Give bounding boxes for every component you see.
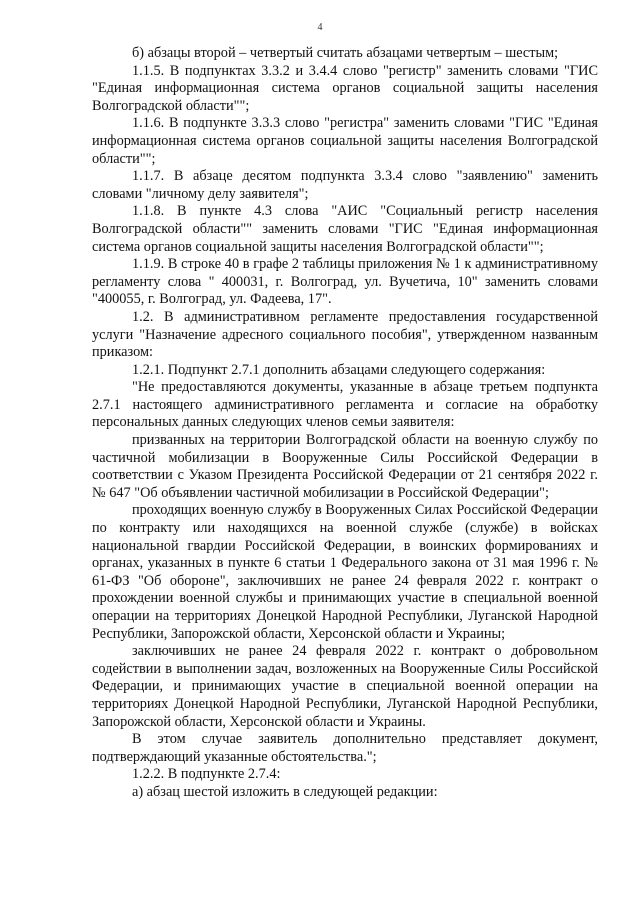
paragraph-mobilized: призванных на территории Волгоградской области на военную службу по частичной мобилизации в Вооруженные Силы Российской Федерации в соответствии с Указом Президента Российской Федерации от 21 сентября 2022 г. № 647 "Об объявлении частичной мобилизации в Российской Федерации"; (92, 432, 598, 501)
paragraph-1-1-7: 1.1.7. В абзаце десятом подпункта 3.3.4 слово "заявлению" заменить словами "личному делу заявителя"; (92, 168, 598, 202)
paragraph-1-1-8: 1.1.8. В пункте 4.3 слова "АИС "Социальный регистр населения Волгоградской области"" заменить словами "ГИС "Единая информационная система органов социальной защиты населения Волгоградской области""; (92, 203, 598, 255)
paragraph-applicant-document: В этом случае заявитель дополнительно представляет документ, подтверждающий указанные обстоятельства."; (92, 731, 598, 765)
paragraph-quote-intro: "Не предоставляются документы, указанные в абзаце третьем подпункта 2.7.1 настоящего административного регламента и согласие на обработку персональных данных следующих членов семьи заявителя: (92, 379, 598, 431)
page-number: 4 (317, 22, 323, 33)
paragraph-contract-service: проходящих военную службу в Вооруженных Силах Российской Федерации по контракту или находящихся на военной службе (службе) в войсках национальной гвардии Российской Федерации, в воинских формированиях и органах, указанных в пункте 6 статьи 1 Федерального закона от 31 мая 1996 г. № 61-ФЗ "Об обороне", заключивших не ранее 24 февраля 2022 г. контракт о прохождении военной службы и принимающих участие в специальной военной операции на территориях Донецкой Народной Республики, Луганской Народной Республики, Запорожской области, Херсонской области и Украины; (92, 502, 598, 642)
paragraph-1-1-9: 1.1.9. В строке 40 в графе 2 таблицы приложения № 1 к административному регламенту слова " 400031, г. Волгоград, ул. Вучетича, 10" заменить словами "400055, г. Волгоград, ул. Фадеева, 17". (92, 256, 598, 308)
paragraph-a-sixth: а) абзац шестой изложить в следующей редакции: (132, 783, 438, 800)
paragraph-b-renumber: б) абзацы второй – четвертый считать абзацами четвертым – шестым; (132, 45, 559, 61)
paragraph-1-2: 1.2. В административном регламенте предоставления государственной услуги "Назначение адресного социального пособия", утвержденном названным приказом: (92, 308, 598, 361)
paragraph-1-2-2: 1.2.2. В подпункте 2.7.4: (132, 766, 281, 783)
document-body (92, 45, 598, 802)
paragraph-1-2-1: 1.2.1. Подпункт 2.7.1 дополнить абзацами следующего содержания: (132, 361, 546, 378)
paragraph-1-1-5: 1.1.5. В подпунктах 3.3.2 и 3.4.4 слово "регистр" заменить словами "ГИС "Единая информационная система органов социальной защиты населения Волгоградской области""; (92, 62, 598, 114)
paragraph-1-1-6: 1.1.6. В подпункте 3.3.3 слово "регистра" заменить словами "ГИС "Единая информационная система органов социальной защиты населения Волгоградской области""; (92, 115, 598, 167)
paragraph-volunteer-contract: заключивших не ранее 24 февраля 2022 г. контракт о добровольном содействии в выполнении задач, возложенных на Вооруженные Силы Российской Федерации, и принимающих участие в специальной военной операции на территориях Донецкой Народной Республики, Луганской Народной Республики, Запорожской области, Херсонской области и Украины. (92, 643, 598, 730)
